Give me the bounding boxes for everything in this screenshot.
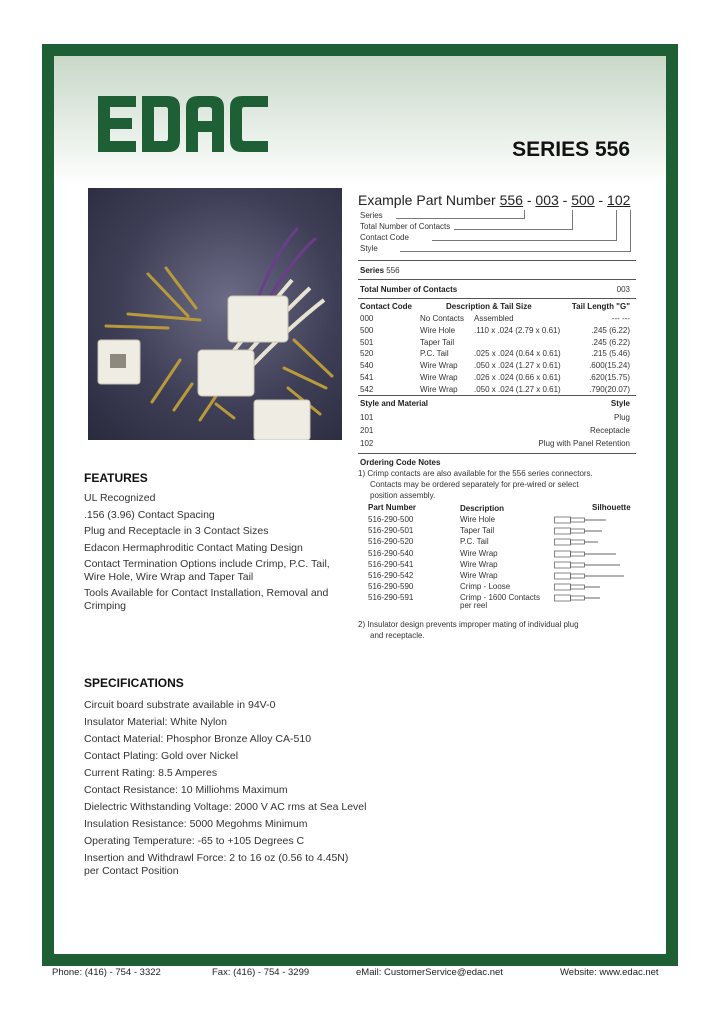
part-desc-cell: Wire Wrap	[460, 559, 498, 569]
total-contacts-label: Total Number of Contacts	[360, 285, 458, 294]
spec-item: Contact Material: Phosphor Bronze Alloy CA-510	[84, 733, 312, 745]
feature-item: Plug and Receptacle in 3 Contact Sizes	[84, 525, 269, 537]
part-desc-cell: P.C. Tail	[460, 537, 489, 547]
part-desc-cell: Crimp - 1600 Contacts	[460, 593, 541, 603]
style-code-cell: 102	[360, 439, 374, 448]
silhouette-header: Silhouette	[592, 503, 631, 512]
page-border	[42, 44, 678, 966]
contact-silhouette-icon	[554, 516, 630, 524]
contact-size-cell: Assembled	[474, 314, 514, 323]
tail-length-header: Tail Length "G"	[571, 302, 630, 311]
contact-silhouette-icon	[554, 594, 630, 602]
part-desc-cell: Wire Hole	[460, 515, 496, 524]
series-row: Series 556	[360, 266, 400, 275]
spec-item: Insulator Material: White Nylon	[84, 716, 227, 728]
contact-size-cell: .110 x .024 (2.79 x 0.61)	[474, 325, 561, 335]
style-header: Style	[610, 399, 630, 408]
example-part-number	[358, 192, 630, 208]
part-number-cell: 516-290-541	[368, 559, 414, 569]
spec-item: Operating Temperature: -65 to +105 Degrees C	[84, 835, 305, 847]
style-code-cell: 101	[360, 413, 374, 422]
contact-size-cell: .025 x .024 (0.64 x 0.61)	[474, 349, 561, 359]
feature-item: Tools Available for Contact Installation, Removal and	[84, 587, 329, 599]
part-number-cell: 516-290-501	[368, 526, 414, 536]
contact-silhouette-icon	[554, 538, 630, 546]
part-desc-cell: Taper Tail	[460, 526, 495, 536]
feature-item: UL Recognized	[84, 492, 156, 504]
style-code-cell: 201	[360, 426, 374, 435]
tail-length-cell: .600(15.24)	[589, 361, 630, 371]
style-name-cell: Receptacle	[589, 426, 630, 435]
edac-logo	[98, 96, 268, 152]
footer-website[interactable]: Website: www.edac.net	[560, 967, 659, 978]
series-title: SERIES 556	[512, 138, 630, 161]
style-material-header: Style and Material	[360, 399, 429, 408]
feature-item: .156 (3.96) Contact Spacing	[84, 508, 215, 521]
product-photo	[88, 188, 342, 440]
contact-code-cell: 000	[360, 314, 374, 323]
footer-fax: Fax: (416) - 754 - 3299	[212, 967, 310, 978]
part-number-cell: 516-290-591	[368, 593, 414, 603]
feature-item: Edacon Hermaphroditic Contact Mating Design	[84, 541, 303, 554]
spec-item: Circuit board substrate available in 94V-0	[84, 699, 276, 711]
field-style: Style	[360, 244, 378, 253]
spec-item: Dielectric Withstanding Voltage: 2000 V AC rms at Sea Level	[84, 801, 367, 813]
features-title: FEATURES	[84, 471, 148, 485]
contact-silhouette-icon	[554, 527, 630, 535]
tail-length-cell: --- ---	[611, 314, 630, 323]
note1-line2: Contacts may be ordered separately for pre-wired or select	[370, 480, 579, 489]
tail-length-cell: .245 (6.22)	[591, 325, 630, 335]
contact-desc-cell: Wire Hole	[420, 325, 456, 335]
contact-desc-cell: Wire Wrap	[420, 384, 458, 394]
part-desc-cell: Wire Wrap	[460, 571, 498, 580]
contact-desc-cell: No Contacts	[420, 314, 465, 323]
spec-item: Contact Plating: Gold over Nickel	[84, 750, 239, 762]
style-name-cell: Plug	[613, 413, 630, 422]
note2-line1: 2) Insulator design prevents improper mating of individual plug	[358, 620, 579, 629]
pn-contact-code: 500	[571, 192, 595, 208]
specifications-title: SPECIFICATIONS	[84, 676, 184, 690]
note1-line3: position assembly.	[370, 491, 436, 500]
page-panel	[54, 56, 666, 954]
footer-phone: Phone: (416) - 754 - 3322	[52, 967, 161, 978]
feature-item: Contact Termination Options include Crimp, P.C. Tail,	[84, 558, 330, 570]
contact-desc-cell: Wire Wrap	[420, 373, 458, 382]
part-number-cell: 516-290-542	[368, 571, 414, 580]
contact-code-cell: 500	[360, 325, 374, 335]
feature-item: Crimping	[84, 599, 127, 612]
contact-code-cell: 540	[360, 361, 374, 371]
part-desc-cell: per reel	[460, 601, 488, 611]
pn-style: 102	[607, 192, 631, 208]
pn-series: 556	[499, 192, 523, 208]
contact-code-cell: 541	[360, 373, 374, 382]
contact-code-cell: 520	[360, 349, 374, 359]
connector-illustration	[88, 188, 342, 440]
field-series: Series	[360, 211, 383, 220]
notes-title: Ordering Code Notes	[360, 458, 441, 467]
tail-length-cell: .790(20.07)	[589, 384, 630, 394]
part-number-header: Part Number	[368, 503, 417, 512]
contact-size-cell: .050 x .024 (1.27 x 0.61)	[474, 361, 561, 371]
part-number-cell: 516-290-540	[368, 548, 414, 558]
tail-length-cell: .245 (6.22)	[591, 337, 630, 347]
contact-code-cell: 542	[360, 384, 374, 394]
contact-code-header: Contact Code	[360, 302, 412, 311]
part-desc-cell: Crimp - Loose	[460, 582, 511, 592]
example-label: Example Part Number	[358, 192, 496, 208]
note2-line2: and receptacle.	[370, 631, 425, 640]
connector-housings-icon	[98, 296, 310, 440]
footer-email[interactable]: eMail: CustomerService@edac.net	[356, 967, 503, 978]
contact-desc-cell: P.C. Tail	[420, 349, 449, 359]
part-desc-header: Description	[460, 504, 505, 513]
spec-item: Insertion and Withdrawl Force: 2 to 16 oz (0.56 to 4.45N)	[84, 852, 349, 864]
total-contacts-value: 003	[616, 285, 630, 294]
spec-item: per Contact Position	[84, 864, 179, 877]
contact-code-cell: 501	[360, 337, 374, 347]
style-name-cell: Plug with Panel Retention	[538, 439, 630, 448]
pn-separator: -	[522, 192, 536, 208]
description-header: Description & Tail Size	[446, 302, 532, 311]
pn-separator: -	[558, 192, 572, 208]
spec-item: Current Rating: 8.5 Amperes	[84, 767, 218, 779]
feature-item: Wire Hole, Wire Wrap and Taper Tail	[84, 570, 254, 583]
contact-desc-cell: Taper Tail	[420, 337, 455, 347]
pn-contacts: 003	[535, 192, 559, 208]
tail-length-cell: .215 (5.46)	[591, 349, 630, 359]
contact-silhouette-icon	[554, 550, 630, 558]
pn-separator: -	[594, 192, 608, 208]
contact-silhouette-icon	[554, 572, 630, 580]
part-number-cell: 516-290-500	[368, 515, 414, 524]
note1-line1: 1) Crimp contacts are also available for the 556 series connectors.	[358, 469, 593, 478]
contact-silhouette-icon	[554, 561, 630, 569]
field-total-contacts: Total Number of Contacts	[360, 222, 451, 231]
contact-desc-cell: Wire Wrap	[420, 361, 458, 371]
contact-silhouette-icon	[554, 583, 630, 591]
part-desc-cell: Wire Wrap	[460, 548, 498, 558]
spec-item: Contact Resistance: 10 Milliohms Maximum	[84, 784, 288, 796]
part-number-cell: 516-290-590	[368, 582, 414, 592]
field-contact-code: Contact Code	[360, 233, 409, 242]
contact-size-cell: .026 x .024 (0.66 x 0.61)	[474, 373, 561, 382]
part-number-cell: 516-290-520	[368, 537, 414, 547]
tail-length-cell: .620(15.75)	[589, 373, 630, 382]
spec-item: Insulation Resistance: 5000 Megohms Minimum	[84, 818, 308, 830]
contact-size-cell: .050 x .024 (1.27 x 0.61)	[474, 384, 561, 394]
